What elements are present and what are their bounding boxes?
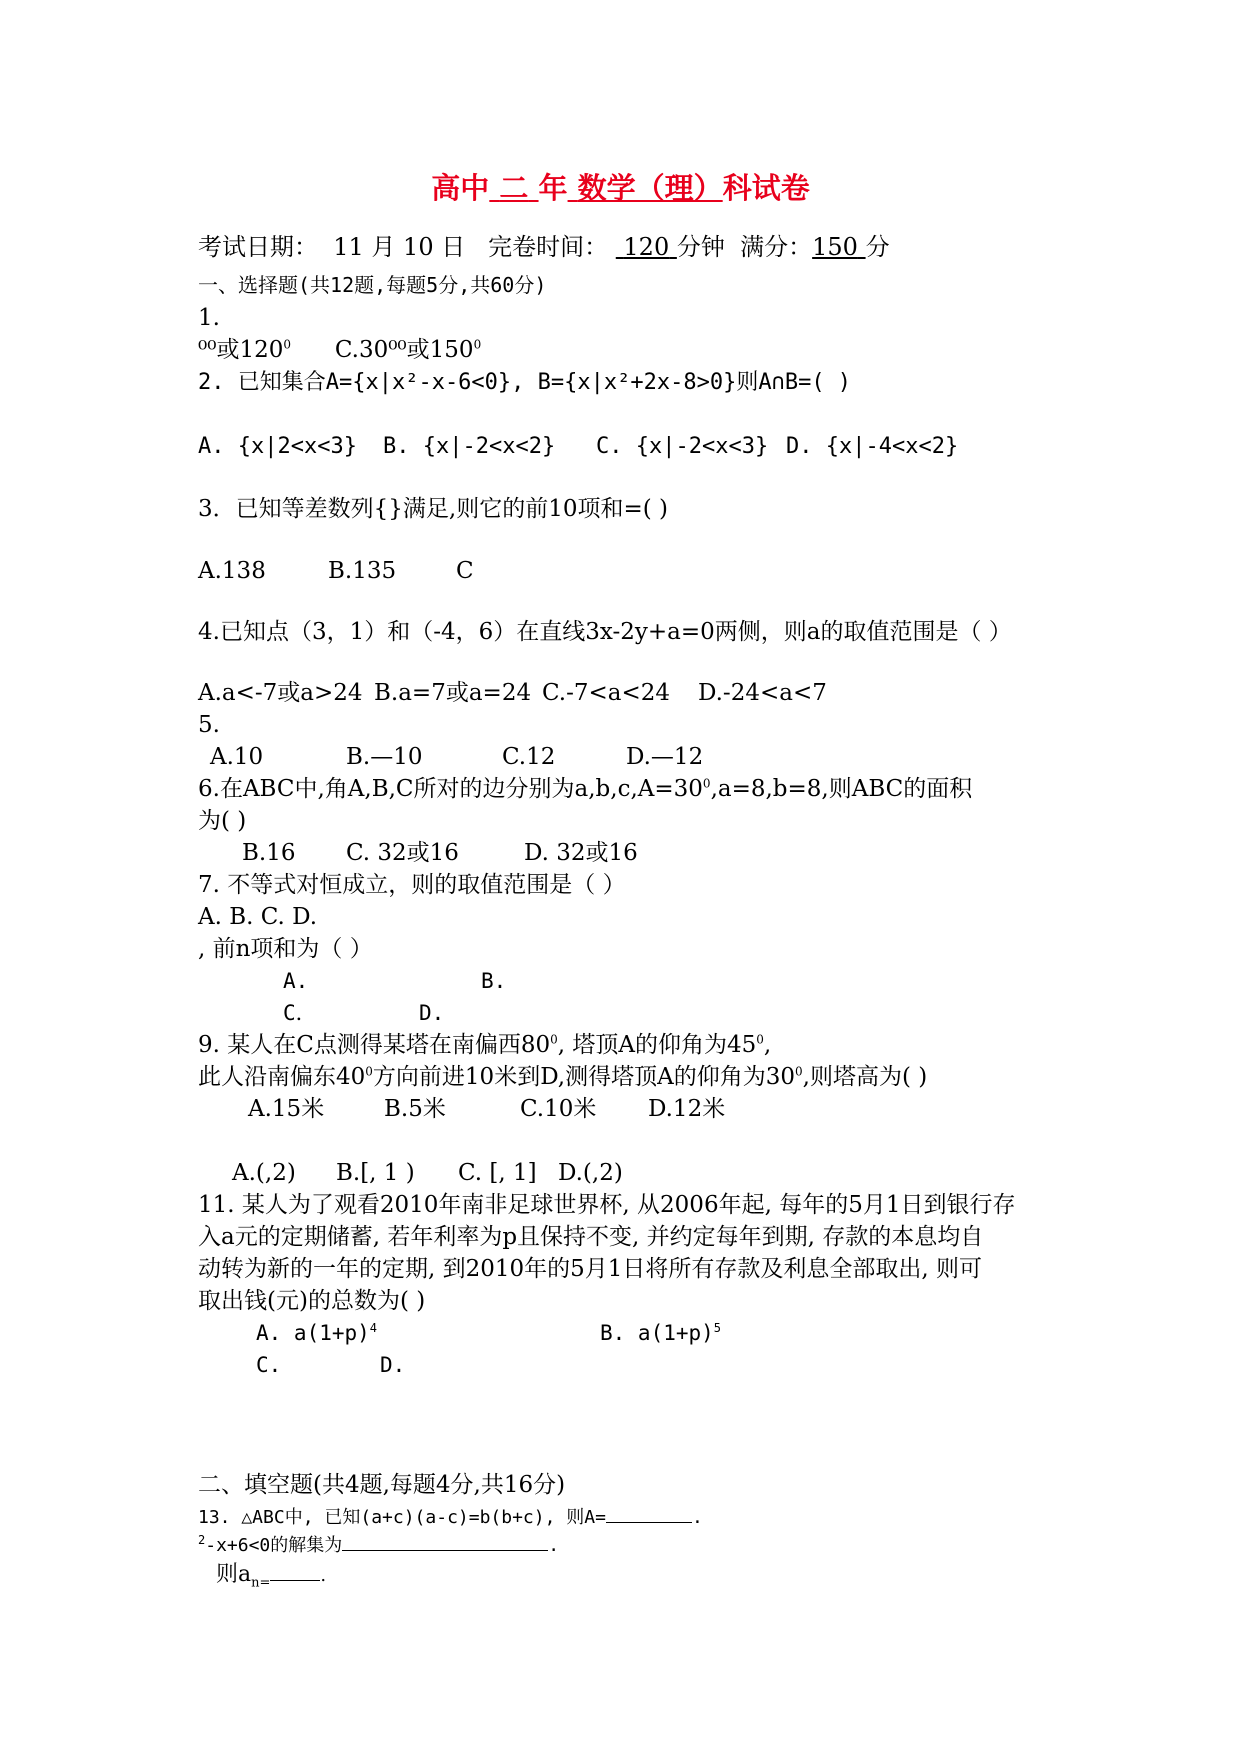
q9-option-b: B.5米 (384, 1096, 446, 1122)
q9-stem-line1: 9. 某人在C点测得某塔在南偏西$80^0$, 塔顶A的仰角为$45^0$, (198, 1032, 772, 1058)
q2-option-b: B. {x|-2<x<2} (383, 434, 556, 459)
q6-option-b: B.16 (242, 840, 296, 866)
q10-option-c: C. [, 1] (458, 1160, 537, 1186)
q3-stem: 3．已知等差数列{}满足,则它的前10项和=( ) (198, 496, 669, 522)
q8-option-c: C． (283, 1001, 317, 1025)
q10-option-b: B.[, 1 ) (336, 1160, 415, 1186)
q8-option-a: A. (283, 969, 309, 993)
q2-option-a: A. {x|2<x<3} (198, 434, 357, 459)
q16-answer-blank[interactable] (270, 1558, 320, 1581)
q4-option-b: B.a=7或a=24 (374, 680, 532, 706)
q5-option-d: D.—12 (626, 744, 704, 770)
q2-stem: 2. 已知集合A={x|x²-x-6<0}, B={x|x²+2x-8>0}则A∩B=( ) (198, 370, 852, 395)
q13-answer-blank[interactable] (606, 1500, 692, 1523)
q4-stem: 4.已知点（3，1）和（-4，6）在直线3x-2y+a=0两侧，则a的取值范围是（ ） (198, 619, 1012, 645)
q7-options: A. B. C. D. (198, 904, 318, 930)
q7-stem: 7. 不等式对恒成立，则的取值范围是（ ） (198, 872, 626, 898)
q11-stem-line4: 取出钱(元)的总数为( ) (198, 1288, 426, 1314)
q11-option-d: D. (380, 1353, 406, 1377)
q11-stem-line1: 11. 某人为了观看2010年南非足球世界杯, 从2006年起, 每年的5月1日到银行存 (198, 1192, 1016, 1218)
q4-option-a: A.a<-7或a>24 (198, 680, 363, 706)
q14: $^2$-x+6<0的解集为 . (198, 1528, 559, 1561)
q11-option-c: C. (256, 1353, 282, 1377)
q5-number: 5. (198, 712, 220, 738)
q4-option-d: D.-24<a<7 (698, 680, 827, 706)
q8-stem: , 前n项和为（ ） (198, 936, 373, 962)
q10-option-a: A.(,2) (232, 1160, 296, 1186)
q1-options: ⁰⁰或$120^0$ C.30⁰⁰或$150^0$ (198, 337, 482, 363)
q3-option-b: B.135 (328, 558, 397, 584)
q2-option-c: C. {x|-2<x<3} (596, 434, 769, 459)
q10-option-d: D.(,2) (558, 1160, 623, 1186)
q6-stem: 6.在ABC中,角A,B,C所对的边分别为$a,b,c,A=30^0,a=8,b=8$,则ABC的面积 (198, 776, 973, 802)
q13: 13. △ABC中, 已知(a+c)(a-c)=b(b+c), 则A= . (198, 1500, 703, 1533)
section1-heading: 一、选择题(共12题,每题5分,共60分) (198, 273, 547, 297)
exam-info: 考试日期： 11 月 10 日 完卷时间： 120 分钟 满分：150 分 (198, 233, 890, 261)
q3-option-c: C (456, 558, 474, 584)
q6-stem-cont: 为( ) (198, 808, 247, 834)
q11-option-b: B. $a(1+p)^5$ (600, 1321, 722, 1345)
q6-option-d: D. 32或16 (524, 840, 638, 866)
q9-option-d: D.12米 (648, 1096, 726, 1122)
q3-option-a: A.138 (198, 558, 266, 584)
q9-option-c: C.10米 (520, 1096, 597, 1122)
q11-stem-line2: 入a元的定期储蓄, 若年利率为p且保持不变, 并约定每年到期, 存款的本息均自 (198, 1224, 984, 1250)
q9-option-a: A.15米 (248, 1096, 325, 1122)
q4-option-c: C.-7<a<24 (542, 680, 671, 706)
page-title: 高中 二 年 数学（理）科试卷 (431, 171, 810, 205)
q11-stem-line3: 动转为新的一年的定期, 到2010年的5月1日将所有存款及利息全部取出, 则可 (198, 1256, 983, 1282)
q8-option-d: D. (419, 1001, 445, 1025)
q6-option-c: C. 32或16 (346, 840, 459, 866)
section2-heading: 二、填空题(共4题,每题4分,共16分) (198, 1472, 566, 1498)
q14-answer-blank[interactable] (342, 1528, 548, 1551)
q9-stem-line2: 此人沿南偏东$40^0$方向前进10米到D,测得塔顶A的仰角为$30^0$,则塔高为( ) (198, 1064, 928, 1090)
q5-option-b: B.—10 (346, 744, 423, 770)
q16: 则$a_{n=}$ . (216, 1558, 326, 1591)
q2-option-d: D. {x|-4<x<2} (786, 434, 959, 459)
q1-number: 1. (198, 305, 220, 331)
q5-option-c: C.12 (502, 744, 556, 770)
q8-option-b: B. (481, 969, 507, 993)
q5-option-a: A.10 (210, 744, 264, 770)
q11-option-a: A. $a(1+p)^4$ (256, 1321, 378, 1345)
